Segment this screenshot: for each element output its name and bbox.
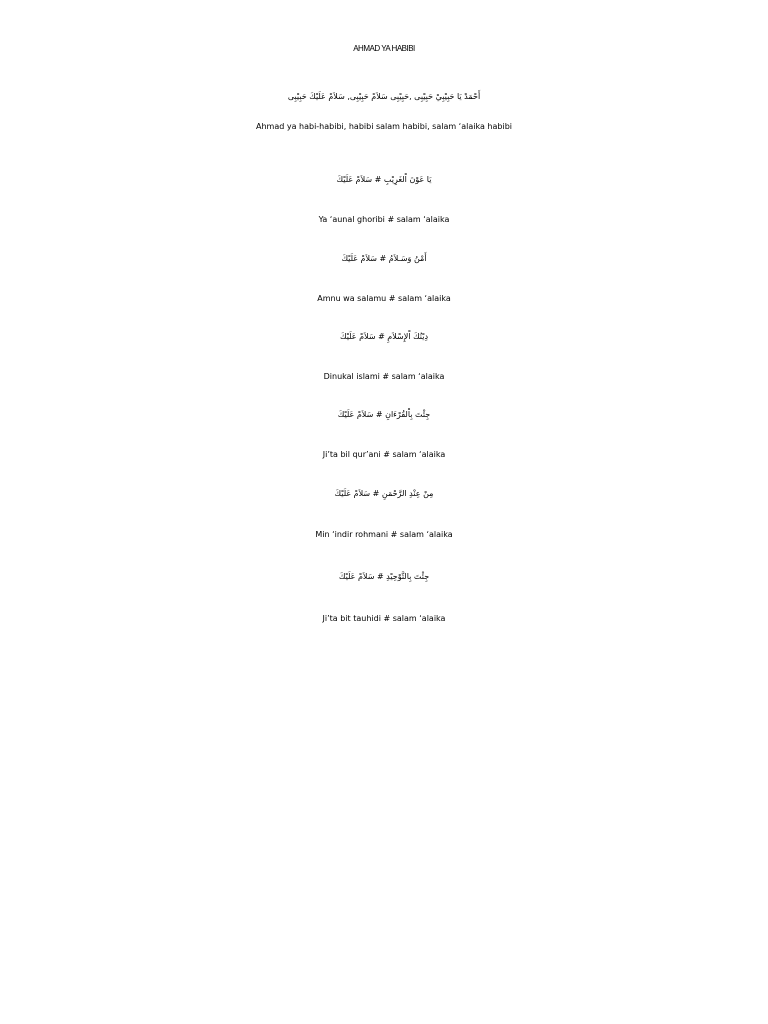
verse-4-transliteration: Ji’ta bil qur’ani # salam ‘alaika: [322, 450, 446, 459]
verse-3-arabic: دِيْنُكَ اْلإِسْلاَمِ # سَلاَمْ عَلَيْكَ: [339, 332, 429, 341]
verse-6-transliteration: Ji’ta bit tauhidi # salam ‘alaika: [322, 614, 446, 623]
verse-5-transliteration: Min ‘indir rohmani # salam ‘alaika: [315, 530, 453, 539]
verse-5-arabic: مِنْ عِنْدِ الرَّحْمَنِ # سَلاَمْ عَلَيْكَ: [334, 489, 434, 498]
intro-arabic-line: أَحْمَدْ يَا حَبِيْبِيْ حَبِيْبِى ,حَبِيْبِى سَلاَمْ حَبِيْبِى, سَلاَمْ عَلَيْكَ حَبِيْبِى: [287, 92, 481, 101]
intro-transliteration-line: Ahmad ya habi-habibi, habibi salam habibi, salam ‘alaika habibi: [255, 122, 512, 131]
verse-4-arabic: جِئْتَ بِاْلقُرْءَانِ # سَلاَمْ عَلَيْكَ: [337, 410, 431, 419]
verse-3-transliteration: Dinukal islami # salam ‘alaika: [323, 372, 445, 381]
verse-1-transliteration: Ya ‘aunal ghoribi # salam ‘alaika: [318, 215, 450, 224]
verse-2-arabic: أَمْنُ وَسَـلاَمُ # سَلاَمْ عَلَيْكَ: [341, 254, 427, 263]
verse-6-arabic: جِئْتَ بِالتَّوْحِيْدِ # سَلاَمْ عَلَيْكَ: [338, 572, 430, 581]
song-title: AHMAD YA HABIBI: [353, 44, 415, 53]
verse-1-arabic: يَا عَوْنَ اْلغَرِيْبِ # سَلاَمْ عَلَيْكَ: [336, 175, 432, 184]
verse-2-transliteration: Amnu wa salamu # salam ‘alaika: [317, 294, 451, 303]
